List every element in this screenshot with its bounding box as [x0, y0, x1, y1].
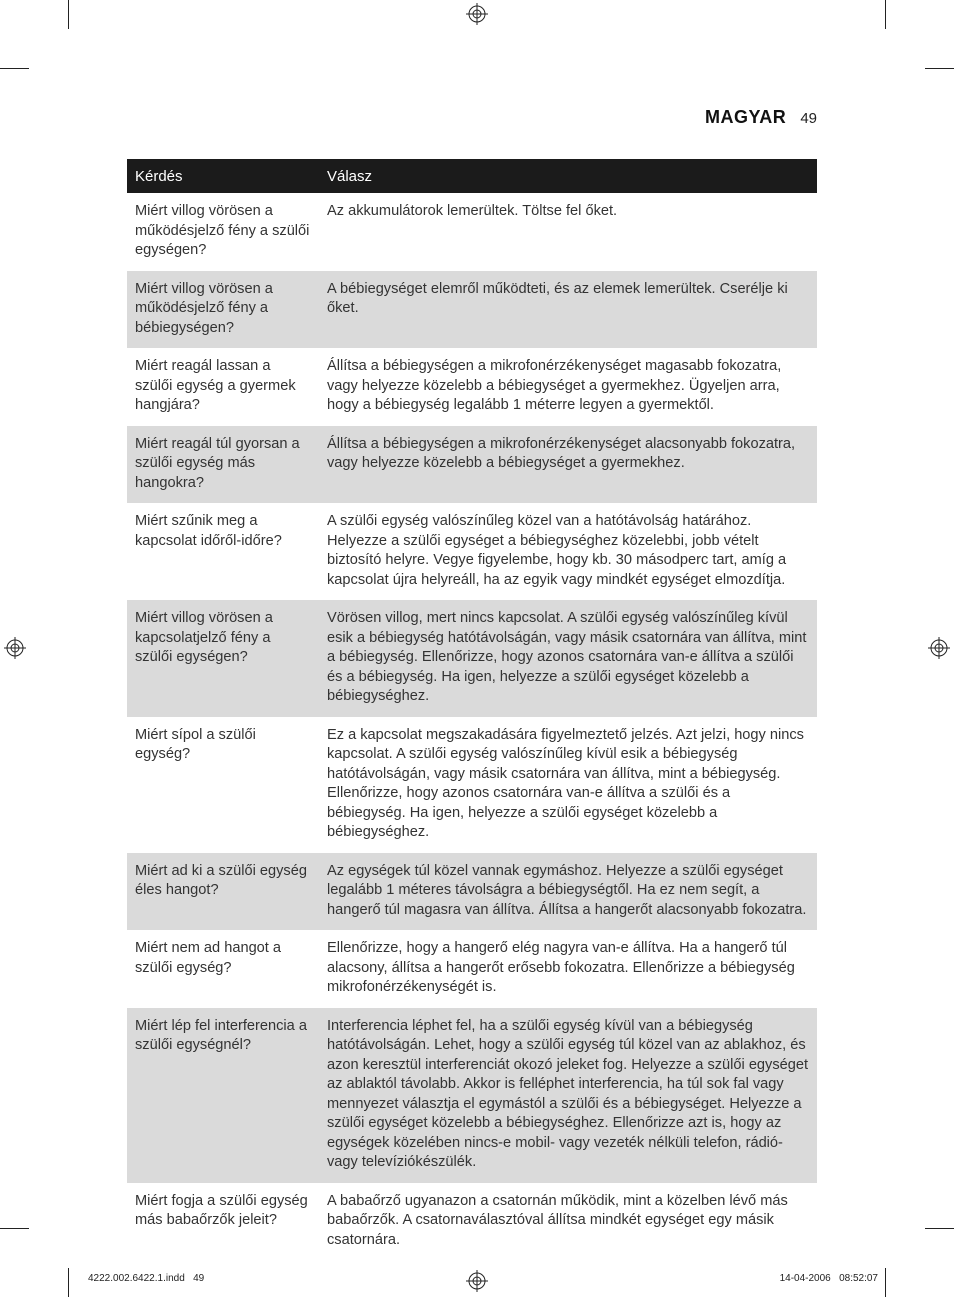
answer-cell: Ez a kapcsolat megszakadására figyelmeztető jelzés. Azt jelzi, hogy nincs kapcsolat. A szülői egység valószínűleg kívül esik a bébiegység hatótávolságán, vagy másik csatornára van állítva, mint a bébiegység. Ellenőrizze, hogy azonos csatornára van-e állítva a szülői és a bébiegység. Ha igen, helyezze a szülői egységet közelebb a bébiegységhez.	[327, 726, 804, 840]
table-row	[127, 717, 817, 853]
column-header-answer: Válasz	[319, 159, 817, 193]
table-row	[127, 348, 817, 426]
answer-cell: Állítsa a bébiegységen a mikrofonérzékenységet magasabb fokozatra, vagy helyezze közelebb a bébiegységet a gyermekhez. Ügyeljen arra, hogy a bébiegység legalább 1 méterre legyen a gyermektől.	[327, 358, 782, 413]
answer-cell: A bébiegységet elemről működteti, és az elemek lemerültek. Cserélje ki őket.	[319, 271, 817, 349]
answer-cell: Az akkumulátorok lemerültek. Töltse fel őket.	[327, 203, 618, 219]
question-cell: Miért ad ki a szülői egység éles hangot?	[127, 853, 319, 931]
print-file-name: 4222.002.6422.1.indd 49	[88, 1273, 205, 1284]
answer-cell: Vörösen villog, mert nincs kapcsolat. A szülői egység valószínűleg kívül esik a bébiegység hatótávolságán, vagy másik csatornára van állítva, mint a bébiegység. Ellenőrizze, hogy azonos csatornára van-e állítva a szülői és a bébiegység. Ha igen, helyezze a szülői egységet közelebb a bébiegységhez.	[319, 600, 817, 717]
table-row	[127, 503, 817, 600]
registration-mark-icon	[4, 637, 26, 659]
crop-mark	[0, 1228, 29, 1229]
question-cell: Miért fogja a szülői egység más babaőrzők jeleit?	[135, 1192, 308, 1228]
table-row	[127, 853, 817, 931]
answer-cell: Az egységek túl közel vannak egymáshoz. Helyezze a szülői egységet legalább 1 méteres távolságra a bébiegységtől. Ha ez nem segít, a hangerő túl magasra van állítva. Állítsa a hangerőt alacsonyabb fokozatra.	[319, 853, 817, 931]
table-row	[127, 426, 817, 504]
question-cell: Miért villog vörösen a működésjelző fény a szülői egységen?	[135, 203, 310, 258]
table-row	[127, 600, 817, 717]
page-header	[705, 107, 817, 128]
answer-cell: A szülői egység valószínűleg közel van a hatótávolság határához. Helyezze a szülői egységet a bébiegységhez közelebbi, jobb vételt biztosító helyre. Vegye figyelembe, hogy kb. 30 másodperc tart, amíg a kapcsolat újra helyreáll, ha az egyik vagy mindkét egységet elmozdítja.	[327, 513, 787, 588]
registration-mark-icon	[928, 637, 950, 659]
registration-mark-icon	[466, 1270, 488, 1292]
answer-cell: Ellenőrizze, hogy a hangerő elég nagyra van-e állítva. Ha a hangerő túl alacsony, állítsa a hangerőt erősebb fokozatra. Ellenőrizze a bébiegység mikrofonérzékenységét is.	[327, 940, 795, 995]
column-header-question: Kérdés	[127, 159, 319, 193]
table-row	[127, 930, 817, 1008]
troubleshooting-table	[127, 159, 817, 1260]
table-row	[127, 193, 817, 271]
crop-mark	[68, 0, 69, 29]
table-row	[127, 271, 817, 349]
question-cell: Miért sípol a szülői egység?	[135, 726, 256, 762]
print-timestamp: 14-04-2006 08:52:07	[779, 1273, 878, 1284]
language-label: MAGYAR	[704, 107, 787, 127]
crop-mark	[885, 1268, 886, 1297]
question-cell: Miért nem ad hangot a szülői egység?	[135, 940, 282, 976]
crop-mark	[885, 0, 886, 29]
question-cell: Miért reagál lassan a szülői egység a gyermek hangjára?	[135, 358, 296, 413]
question-cell: Miért szűnik meg a kapcsolat időről-időre?	[135, 513, 282, 549]
crop-mark	[925, 1228, 954, 1229]
answer-cell: Állítsa a bébiegységen a mikrofonérzékenységet alacsonyabb fokozatra, vagy helyezze közelebb a bébiegységet a gyermekhez.	[319, 426, 817, 504]
answer-cell: Interferencia léphet fel, ha a szülői egység kívül van a bébiegység hatótávolságán. Lehet, hogy a szülői egység túl közel van az ablakhoz, és azon keresztül interferenciát okozó jeleket fog. Helyezze a szülői egységet az ablaktól távolabb. Akkor is felléphet interferencia, ha túl sok fal vagy mennyezet választja el egymástól a szülői és a bébiegységet. Helyezze a szülői egységet közelebb a bébiegységhez. Ellenőrizze azt is, hogy az egységek közelében nincs-e mobil- vagy vezeték nélküli telefon, rádió- vagy televíziókészülék.	[319, 1008, 817, 1183]
question-cell: Miért reagál túl gyorsan a szülői egység más hangokra?	[127, 426, 319, 504]
table-row	[127, 1183, 817, 1261]
table-row	[127, 1008, 817, 1183]
registration-mark-icon	[466, 3, 488, 25]
page-number: 49	[800, 110, 817, 127]
question-cell: Miért lép fel interferencia a szülői egységnél?	[127, 1008, 319, 1183]
crop-mark	[68, 1268, 69, 1297]
crop-mark	[0, 68, 29, 69]
answer-cell: A babaőrző ugyanazon a csatornán működik, mint a közelben lévő más babaőrzők. A csatornaválasztóval állítsa mindkét egységet egy másik csatornára.	[327, 1192, 788, 1248]
question-cell: Miért villog vörösen a kapcsolatjelző fény a szülői egységen?	[127, 600, 319, 717]
crop-mark	[925, 68, 954, 69]
table-header-row	[127, 159, 817, 193]
question-cell: Miért villog vörösen a működésjelző fény a bébiegységen?	[127, 271, 319, 349]
